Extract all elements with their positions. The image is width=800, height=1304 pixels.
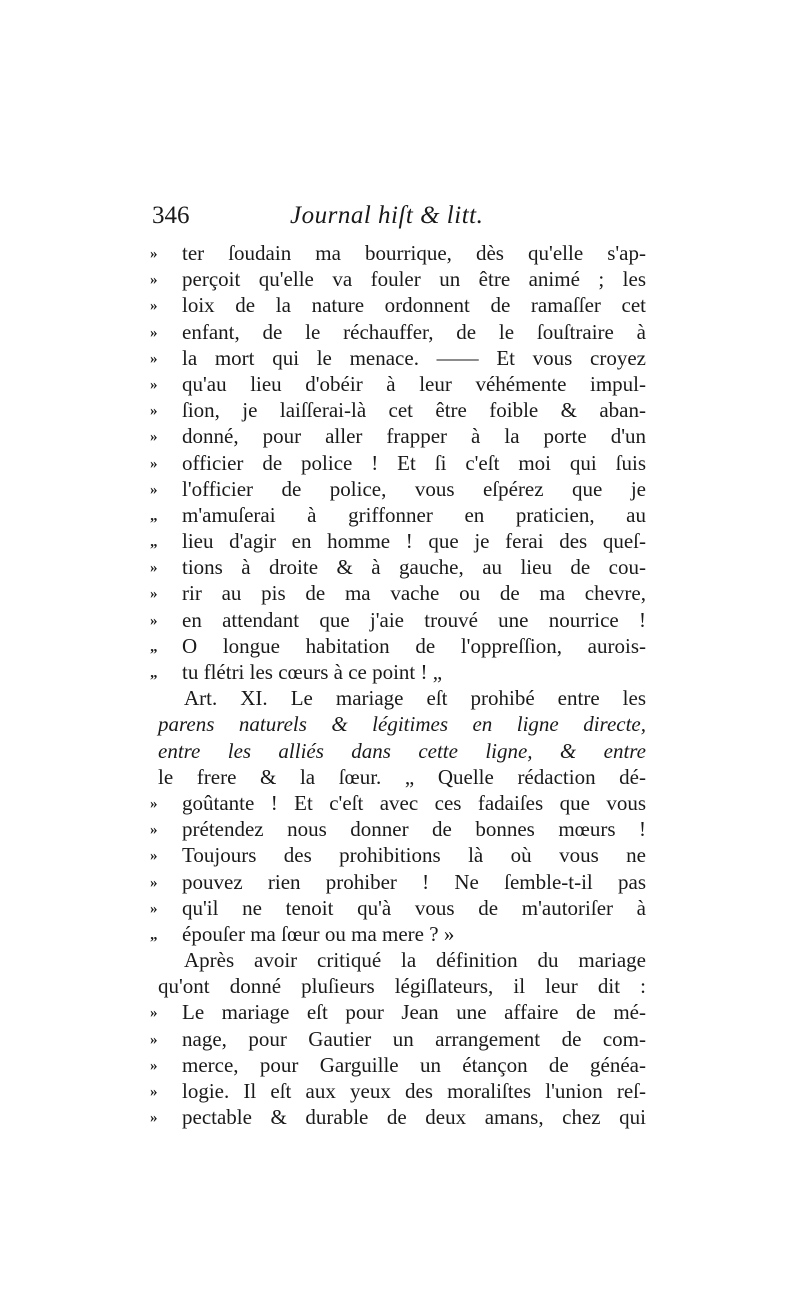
line-text: lieu d'agir en homme ! que je ferai des queſ- [182,529,646,554]
quote-mark: » [150,403,158,420]
text-line [150,607,650,633]
text-line [150,659,650,685]
text-line [150,476,650,502]
line-text: nage, pour Gautier un arrangement de com- [182,1026,646,1051]
text-line [150,450,650,476]
line-text: goûtante ! Et c'eſt avec ces fadaiſes que vous [182,790,646,815]
body-text [150,240,650,1130]
line-text: merce, pour Garguille un étançon de généa- [182,1052,646,1077]
quote-mark: » [150,822,158,839]
line-text: l'officier de police, vous eſpérez que je [182,476,646,501]
article-text-line [150,738,650,764]
line-text: qu'il ne tenoit qu'à vous de m'autoriſer à [182,895,646,920]
quote-mark: „ [150,926,158,943]
text-line [150,999,650,1025]
paragraph-line [150,973,650,999]
quote-mark: » [150,1005,158,1022]
quote-mark: „ [150,665,158,681]
line-text: Le mariage eſt pour Jean une affaire de mé- [182,1000,646,1025]
line-text: rir au pis de ma vache ou de ma chevre, [182,581,646,606]
quote-mark: » [150,1057,158,1074]
line-text: tions à droite & à gauche, au lieu de cou- [182,555,646,580]
quote-mark: » [150,376,158,393]
line-text: Art. XI. Le mariage eſt prohibé entre les [184,686,646,711]
quote-mark: » [150,900,158,917]
quote-mark: » [150,1110,158,1127]
line-text: ter ſoudain ma bourrique, dès qu'elle s'ap- [182,241,646,265]
article-heading-line [150,685,650,711]
line-text: loix de la nature ordonnent de ramaſſer cet [182,293,646,318]
quote-mark: » [150,874,158,891]
line-text: le frere & la ſœur. „ Quelle rédaction dé- [158,764,646,789]
quote-mark: » [150,795,158,812]
quote-mark: » [150,1031,158,1048]
page-number: 346 [152,202,190,229]
page-header [152,196,652,236]
line-text: qu'au lieu d'obéir à leur véhémente impul- [182,371,646,396]
line-text: enfant, de le réchauffer, de le ſouſtraire à [182,319,646,344]
text-line [150,240,650,266]
text-line [150,1052,650,1078]
line-text: officier de police ! Et ſi c'eſt moi qui ſuis [182,450,646,475]
quote-mark: » [150,429,158,446]
line-text: parens naturels & légitimes en ligne directe, [158,712,646,737]
quote-mark: » [150,272,158,289]
quote-mark: » [150,560,158,577]
quote-mark: » [150,612,158,629]
quote-mark: » [150,324,158,341]
text-line [150,397,650,423]
line-text: prétendez nous donner de bonnes mœurs ! [182,817,646,842]
text-line [150,816,650,842]
line-text: qu'ont donné pluſieurs légiſlateurs, il leur dit : [158,974,646,999]
paragraph-line [150,947,650,973]
line-text: O longue habitation de l'oppreſſion, aurois- [182,633,646,658]
text-line [150,1078,650,1104]
text-line [150,842,650,868]
text-line [150,1104,650,1130]
line-text: épouſer ma ſœur ou ma mere ? » [182,921,455,946]
text-line [150,345,650,371]
text-line [150,292,650,318]
text-line [150,1026,650,1052]
quote-mark: » [150,586,158,603]
text-line [150,633,650,659]
quote-mark: „ [150,638,158,655]
text-line [150,423,650,449]
line-text: pectable & durable de deux amans, chez qui [182,1105,646,1130]
article-text-line [150,711,650,737]
line-text: en attendant que j'aie trouvé une nourrice ! [182,607,646,632]
line-text: Après avoir critiqué la définition du mariage [184,948,646,973]
text-line [150,790,650,816]
text-line [150,528,650,554]
quote-mark: » [150,481,158,498]
text-line [150,371,650,397]
quote-mark: » [150,246,158,262]
line-text: tu flétri les cœurs à ce point ! „ [182,660,443,684]
quote-mark: » [150,350,158,367]
text-line [150,869,650,895]
text-line [150,921,650,947]
quote-mark: „ [150,534,158,551]
text-line [150,319,650,345]
running-head: Journal hiſt & litt. [290,202,484,229]
line-text: perçoit qu'elle va fouler un être animé ; les [182,267,646,292]
line-text: ſion, je laiſſerai-là cet être foible & aban- [182,398,646,423]
line-text: pouvez rien prohiber ! Ne ſemble-t-il pas [182,869,646,894]
line-text: entre les alliés dans cette ligne, & entre [158,738,646,763]
line-text: la mort qui le menace. —— Et vous croyez [182,345,646,370]
quote-mark: » [150,1084,158,1100]
quote-mark: » [150,848,158,865]
line-text: Toujours des prohibitions là où vous ne [182,843,646,868]
article-text-line [150,764,650,790]
text-line [150,580,650,606]
text-line [150,502,650,528]
quote-mark: „ [150,507,158,524]
line-text: m'amuſerai à griffonner en praticien, au [182,502,646,527]
line-text: logie. Il eſt aux yeux des moraliſtes l'union reſ- [182,1079,646,1103]
text-line [150,266,650,292]
text-line [150,895,650,921]
quote-mark: » [150,455,158,472]
line-text: donné, pour aller frapper à la porte d'un [182,424,646,449]
quote-mark: » [150,298,158,315]
text-line [150,554,650,580]
